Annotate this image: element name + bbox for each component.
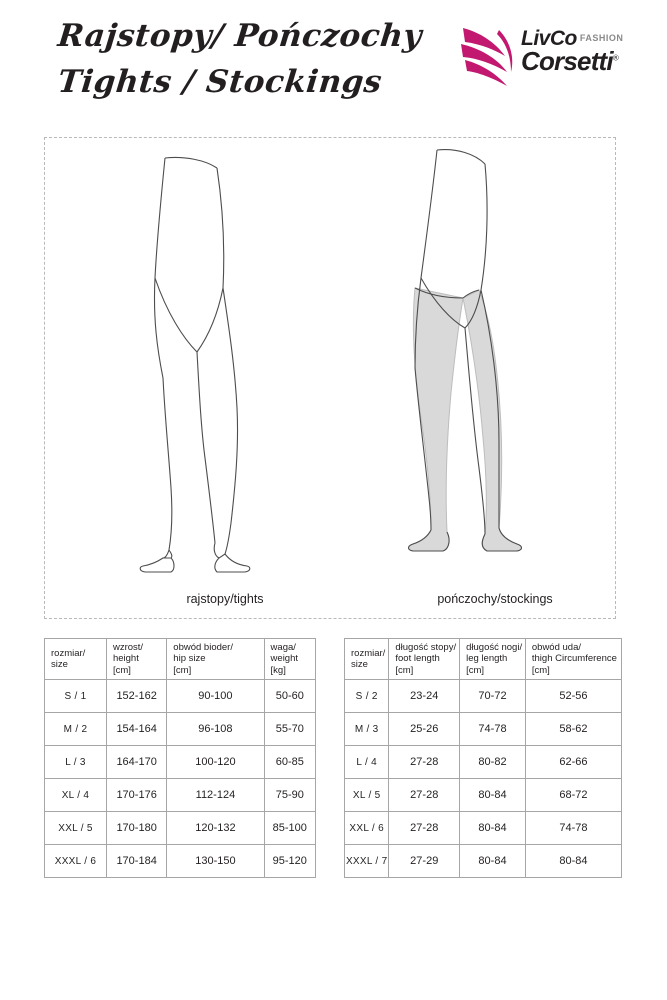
- brand-logo: [459, 26, 639, 90]
- cell-foot-length: 23-24: [389, 680, 460, 713]
- cell-height: 170-176: [106, 779, 166, 812]
- column-header-weight: waga/ weight [kg]: [264, 639, 315, 680]
- cell-foot-length: 27-28: [389, 779, 460, 812]
- cell-leg-length: 74-78: [460, 713, 526, 746]
- table-row: [345, 746, 622, 779]
- cell-height: 164-170: [106, 746, 166, 779]
- column-header-foot-length: długość stopy/ foot length [cm]: [389, 639, 460, 680]
- column-header-thigh-circumference: obwód uda/ thigh Circumference [cm]: [525, 639, 621, 680]
- cell-foot-length: 27-28: [389, 746, 460, 779]
- cell-size: L / 3: [45, 746, 107, 779]
- cell-leg-length: 70-72: [460, 680, 526, 713]
- table-row: [345, 845, 622, 878]
- page-header: [40, 18, 639, 118]
- page-title-line-2: Tights / Stockings: [56, 64, 384, 100]
- cell-size: XXL / 5: [45, 812, 107, 845]
- tights-figure: [105, 138, 345, 618]
- cell-weight: 85-100: [264, 812, 315, 845]
- column-header-height: wzrost/ height [cm]: [106, 639, 166, 680]
- cell-foot-length: 25-26: [389, 713, 460, 746]
- logo-registered-mark: ®: [612, 53, 618, 63]
- table-row: [345, 779, 622, 812]
- tights-illustration-svg: [105, 138, 345, 588]
- cell-size: XXL / 6: [345, 812, 389, 845]
- cell-weight: 55-70: [264, 713, 315, 746]
- cell-size: XXXL / 6: [45, 845, 107, 878]
- table-row: [45, 812, 316, 845]
- table-row: [345, 680, 622, 713]
- cell-height: 170-184: [106, 845, 166, 878]
- cell-weight: 75-90: [264, 779, 315, 812]
- cell-weight: 60-85: [264, 746, 315, 779]
- table-row: [45, 845, 316, 878]
- stockings-size-table: [344, 638, 622, 878]
- cell-size: M / 3: [345, 713, 389, 746]
- table-header-row: [45, 639, 316, 680]
- logo-corsetti-text: [521, 48, 641, 74]
- logo-corsetti-word: Corsetti: [521, 46, 613, 76]
- tights-caption: rajstopy/tights: [186, 592, 264, 606]
- cell-foot-length: 27-29: [389, 845, 460, 878]
- cell-hip: 120-132: [167, 812, 264, 845]
- tights-size-table: [44, 638, 316, 878]
- cell-thigh: 74-78: [525, 812, 621, 845]
- table-row: [345, 812, 622, 845]
- stockings-caption: pończochy/stockings: [437, 592, 553, 606]
- stockings-figure: [375, 138, 615, 618]
- cell-hip: 90-100: [167, 680, 264, 713]
- logo-wordmark: [521, 28, 641, 74]
- column-header-size: rozmiar/ size: [45, 639, 107, 680]
- stockings-table-body: [345, 680, 622, 878]
- cell-thigh: 68-72: [525, 779, 621, 812]
- cell-size: XL / 5: [345, 779, 389, 812]
- cell-hip: 100-120: [167, 746, 264, 779]
- cell-leg-length: 80-84: [460, 779, 526, 812]
- table-header-row: [345, 639, 622, 680]
- table-row: [45, 746, 316, 779]
- cell-height: 154-164: [106, 713, 166, 746]
- cell-thigh: 62-66: [525, 746, 621, 779]
- stockings-illustration-svg: [375, 138, 615, 588]
- page-title-line-1: Rajstopy/ Pończochy: [56, 18, 424, 54]
- tights-table-head: [45, 639, 316, 680]
- column-header-leg-length: długość nogi/ leg length [cm]: [460, 639, 526, 680]
- cell-weight: 50-60: [264, 680, 315, 713]
- table-row: [45, 713, 316, 746]
- cell-thigh: 52-56: [525, 680, 621, 713]
- table-row: [45, 779, 316, 812]
- cell-foot-length: 27-28: [389, 812, 460, 845]
- column-header-size: rozmiar/ size: [345, 639, 389, 680]
- cell-size: M / 2: [45, 713, 107, 746]
- cell-hip: 130-150: [167, 845, 264, 878]
- cell-hip: 96-108: [167, 713, 264, 746]
- cell-weight: 95-120: [264, 845, 315, 878]
- tights-table-body: [45, 680, 316, 878]
- table-row: [345, 713, 622, 746]
- column-header-hip-size: obwód bioder/ hip size [cm]: [167, 639, 264, 680]
- logo-mark-icon: [459, 26, 517, 88]
- cell-size: L / 4: [345, 746, 389, 779]
- cell-hip: 112-124: [167, 779, 264, 812]
- cell-thigh: 58-62: [525, 713, 621, 746]
- cell-leg-length: 80-82: [460, 746, 526, 779]
- cell-height: 152-162: [106, 680, 166, 713]
- logo-fashion-text: FASHION: [579, 33, 624, 43]
- cell-leg-length: 80-84: [460, 845, 526, 878]
- cell-leg-length: 80-84: [460, 812, 526, 845]
- illustration-panel: [44, 137, 616, 619]
- cell-height: 170-180: [106, 812, 166, 845]
- logo-livco-text: LivCo: [521, 27, 577, 50]
- cell-size: S / 2: [345, 680, 389, 713]
- cell-size: XXXL / 7: [345, 845, 389, 878]
- stockings-table-head: [345, 639, 622, 680]
- page-title: [58, 18, 478, 100]
- table-row: [45, 680, 316, 713]
- size-tables: [44, 638, 622, 878]
- cell-thigh: 80-84: [525, 845, 621, 878]
- cell-size: XL / 4: [45, 779, 107, 812]
- cell-size: S / 1: [45, 680, 107, 713]
